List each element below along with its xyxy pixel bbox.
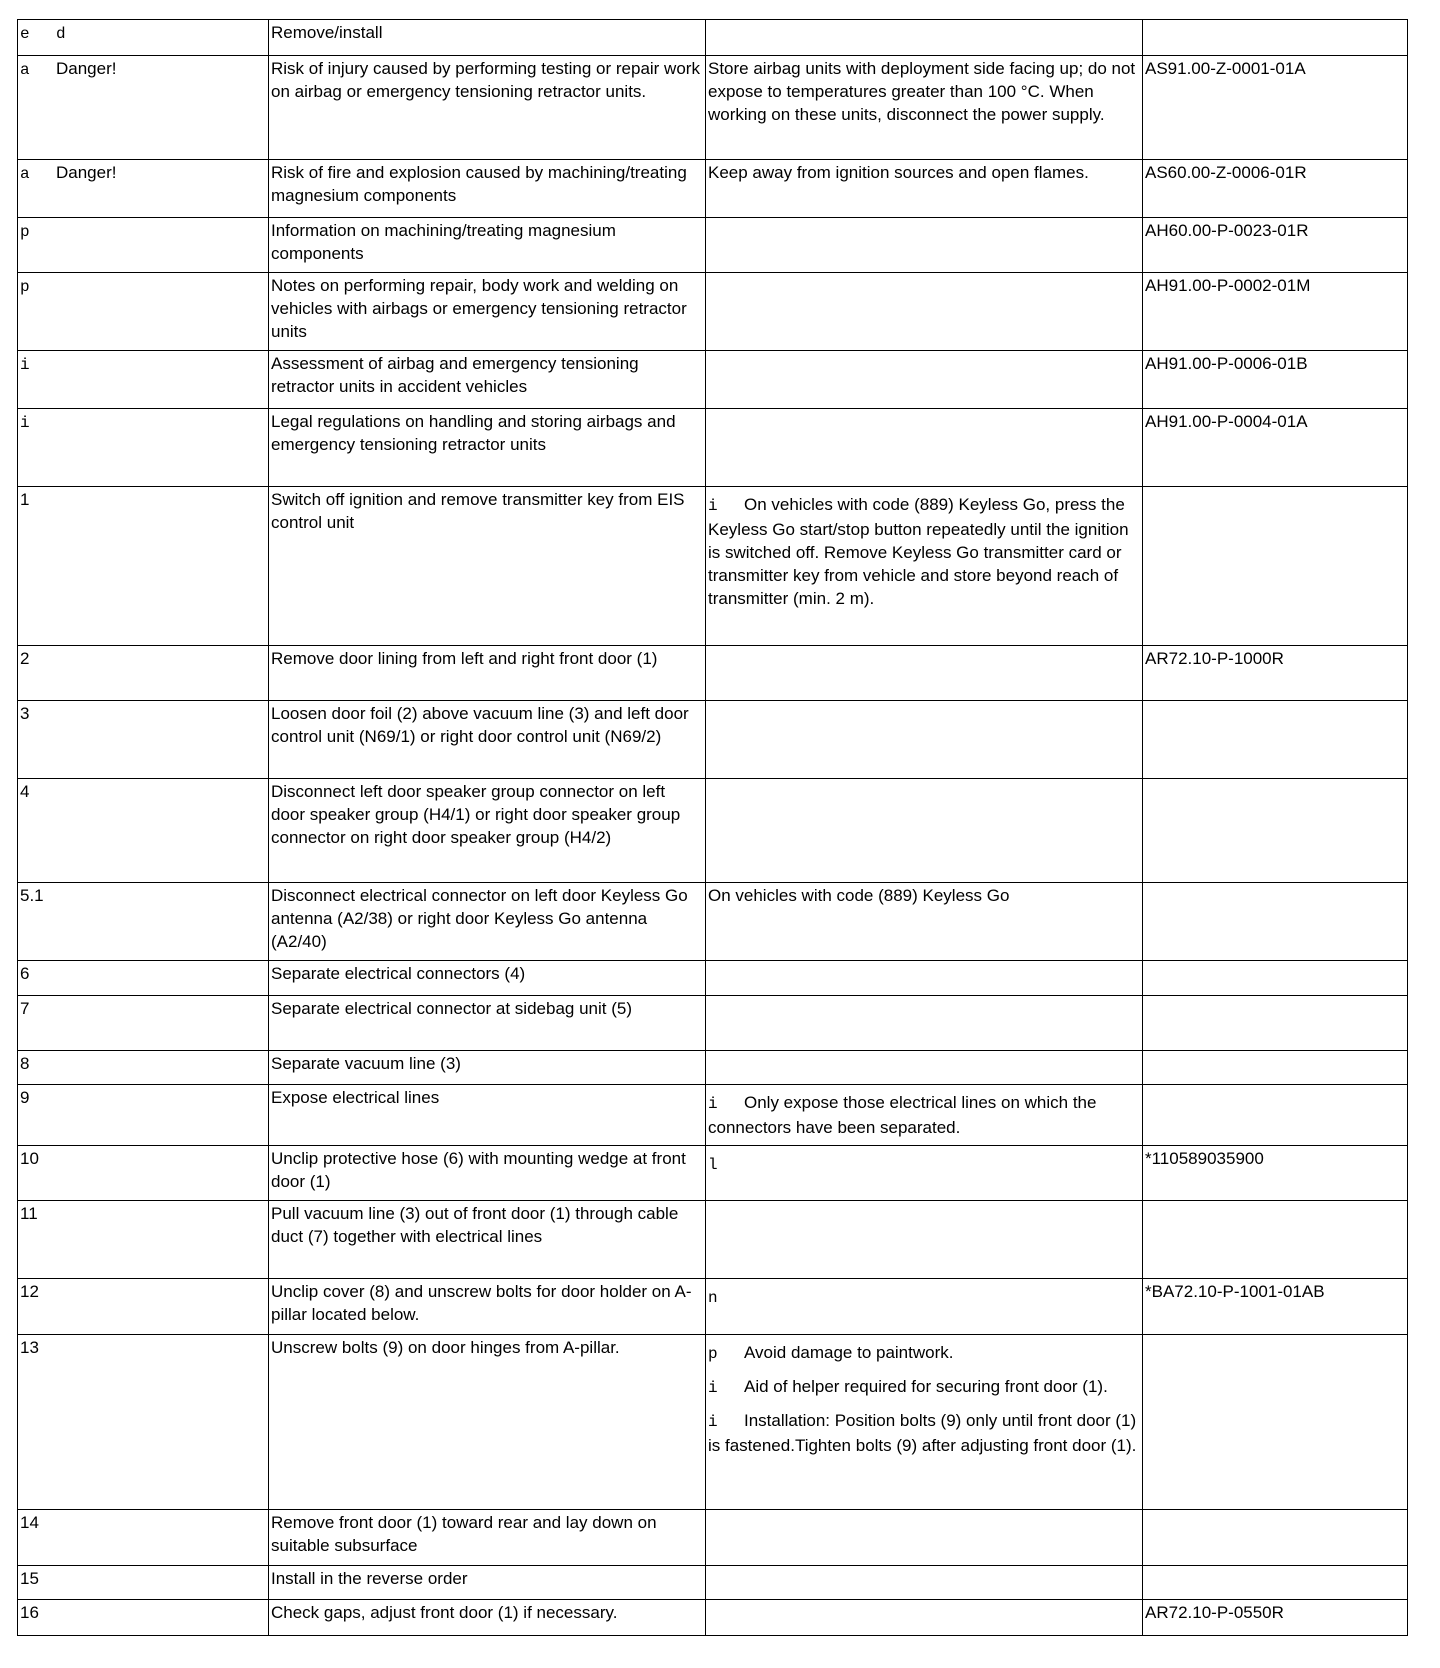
table-row [18,1510,1408,1566]
table-row [18,1600,1408,1636]
table-row [18,273,1408,351]
notes-cell [706,779,1143,883]
description-text: Unclip protective hose (6) with mounting wedge at front door (1) [271,1149,686,1191]
step-cell [18,701,269,779]
note-paragraph [708,1341,1140,1366]
step-cell [18,1566,269,1600]
notes-cell [706,1600,1143,1636]
table-row [18,996,1408,1051]
step-cell [18,996,269,1051]
step-label: 10 [20,1149,39,1168]
step-cell [18,273,269,351]
reference-code: AH91.00-P-0004-01A [1145,412,1308,431]
table-row [18,701,1408,779]
reference-code: *BA72.10-P-1001-01AB [1145,1282,1325,1301]
step-cell [18,487,269,646]
reference-cell [1143,56,1408,160]
reference-cell [1143,487,1408,646]
table-row [18,1051,1408,1085]
step-label: 9 [20,1088,30,1107]
note-symbol: a [20,61,30,79]
note-paragraph [708,1091,1140,1139]
note-symbol: p [20,278,30,296]
reference-code: AR72.10-P-1000R [1145,649,1284,668]
table-row [18,487,1408,646]
step-cell [18,1600,269,1636]
reference-cell [1143,883,1408,961]
step-cell [18,218,269,273]
table-row [18,351,1408,409]
reference-cell [1143,1335,1408,1510]
notes-cell [706,1510,1143,1566]
step-cell [18,1146,269,1201]
note-symbol: p [708,1345,718,1363]
reference-code: AR72.10-P-0550R [1145,1603,1284,1622]
table-row [18,409,1408,487]
description-text: Separate electrical connectors (4) [271,964,526,983]
description-cell [269,1510,706,1566]
table-row [18,1335,1408,1510]
step-label: 4 [20,782,30,801]
table-row [18,779,1408,883]
reference-cell [1143,218,1408,273]
description-cell [269,961,706,996]
step-cell [18,160,269,218]
notes-cell [706,646,1143,701]
note-symbol: i [708,1379,718,1397]
note-symbol: n [708,1289,718,1307]
note-text: Aid of helper required for securing front door (1). [744,1377,1108,1396]
notes-cell [706,351,1143,409]
step-cell [18,56,269,160]
reference-code: AS60.00-Z-0006-01R [1145,163,1307,182]
reference-code: *110589035900 [1145,1149,1264,1168]
note-symbol: i [20,414,30,432]
reference-cell [1143,779,1408,883]
step-label: 11 [20,1204,38,1223]
note-symbol: i [708,497,718,515]
description-cell [269,1201,706,1279]
notes-cell [706,1335,1143,1510]
description-text: Check gaps, adjust front door (1) if necessary. [271,1603,618,1622]
notes-cell [706,487,1143,646]
reference-cell [1143,961,1408,996]
note-text: On vehicles with code (889) Keyless Go, press the Keyless Go start/stop button repeatedly until the ignition is switched off. Remove Keyless Go transmitter card or transmitter key from vehicle and store beyond reach of transmitter (min. 2 m). [708,495,1129,608]
step-cell [18,351,269,409]
note-symbol: l [708,1156,718,1174]
description-text: Remove door lining from left and right front door (1) [271,649,658,668]
step-cell [18,1085,269,1146]
description-text: Disconnect electrical connector on left door Keyless Go antenna (A2/38) or right door Keyless Go antenna (A2/40) [271,886,688,951]
step-label: 6 [20,964,30,983]
reference-cell [1143,1146,1408,1201]
reference-cell [1143,409,1408,487]
note-text: Store airbag units with deployment side facing up; do not expose to temperatures greater than 100 °C. When working on these units, disconnect the power supply. [708,59,1136,124]
description-cell [269,56,706,160]
description-cell [269,779,706,883]
notes-cell [706,1566,1143,1600]
description-text: Unclip cover (8) and unscrew bolts for door holder on A-pillar located below. [271,1282,692,1324]
note-paragraph [708,884,1140,907]
description-text: Remove/install [271,23,383,42]
reference-cell [1143,20,1408,56]
step-cell [18,409,269,487]
note-paragraph [708,1152,1140,1177]
description-cell [269,646,706,701]
step-cell [18,20,269,56]
description-text: Disconnect left door speaker group connector on left door speaker group (H4/1) or right door speaker group connector on right door speaker group (H4/2) [271,782,681,847]
note-text: Only expose those electrical lines on which the connectors have been separated. [708,1093,1097,1137]
description-cell [269,701,706,779]
table-row [18,1146,1408,1201]
description-text: Notes on performing repair, body work and welding on vehicles with airbags or emergency tensioning retractor units [271,276,687,341]
reference-cell [1143,273,1408,351]
description-text: Assessment of airbag and emergency tensioning retractor units in accident vehicles [271,354,639,396]
note-text: Avoid damage to paintwork. [744,1343,954,1362]
table-row [18,160,1408,218]
table-row [18,1279,1408,1335]
description-cell [269,883,706,961]
description-cell [269,160,706,218]
description-cell [269,409,706,487]
description-cell [269,1051,706,1085]
note-paragraph [708,1409,1140,1457]
table-row [18,20,1408,56]
notes-cell [706,1085,1143,1146]
step-label: 15 [20,1569,39,1588]
reference-cell [1143,1051,1408,1085]
reference-cell [1143,996,1408,1051]
description-text: Information on machining/treating magnesium components [271,221,616,263]
description-text: Legal regulations on handling and storing airbags and emergency tensioning retractor units [271,412,676,454]
description-text: Separate vacuum line (3) [271,1054,461,1073]
table-row [18,646,1408,701]
description-cell [269,1146,706,1201]
note-text: On vehicles with code (889) Keyless Go [708,886,1010,905]
step-label: 7 [20,999,30,1018]
description-text: Separate electrical connector at sidebag unit (5) [271,999,632,1018]
description-cell [269,487,706,646]
description-cell [269,1335,706,1510]
procedure-table-body [18,20,1408,1636]
description-cell [269,273,706,351]
table-row [18,961,1408,996]
description-text: Pull vacuum line (3) out of front door (1) through cable duct (7) together with electrical lines [271,1204,679,1246]
step-label: 5.1 [20,886,44,905]
notes-cell [706,883,1143,961]
reference-cell [1143,1201,1408,1279]
step-label: 1 [20,490,30,509]
step-label: 12 [20,1282,39,1301]
note-symbol: e [20,25,30,43]
description-cell [269,1566,706,1600]
notes-cell [706,409,1143,487]
step-label: 2 [20,649,30,668]
notes-cell [706,20,1143,56]
notes-cell [706,1146,1143,1201]
notes-cell [706,1201,1143,1279]
step-cell [18,779,269,883]
reference-cell [1143,701,1408,779]
description-text: Install in the reverse order [271,1569,468,1588]
reference-cell [1143,160,1408,218]
description-cell [269,996,706,1051]
reference-cell [1143,1279,1408,1335]
step-label: 8 [20,1054,30,1073]
step-cell [18,1051,269,1085]
note-text: Installation: Position bolts (9) only until front door (1) is fastened.Tighten bolts (9) after adjusting front door (1). [708,1411,1137,1455]
notes-cell [706,160,1143,218]
step-cell [18,1335,269,1510]
note-symbol: i [708,1095,718,1113]
notes-cell [706,1051,1143,1085]
description-cell [269,351,706,409]
description-cell [269,1600,706,1636]
description-text: Expose electrical lines [271,1088,440,1107]
note-text: Keep away from ignition sources and open flames. [708,163,1089,182]
step-label: 3 [20,704,30,723]
step-cell [18,646,269,701]
step-cell [18,1279,269,1335]
description-cell [269,218,706,273]
notes-cell [706,996,1143,1051]
reference-cell [1143,1600,1408,1636]
notes-cell [706,961,1143,996]
reference-cell [1143,351,1408,409]
notes-cell [706,218,1143,273]
table-row [18,883,1408,961]
procedure-table [17,19,1408,1636]
table-row [18,1201,1408,1279]
description-text: Unscrew bolts (9) on door hinges from A-pillar. [271,1338,620,1357]
description-text: Risk of injury caused by performing testing or repair work on airbag or emergency tensioning retractor units. [271,59,700,101]
table-row [18,218,1408,273]
reference-cell [1143,1510,1408,1566]
note-symbol: a [20,165,30,183]
reference-code: AH60.00-P-0023-01R [1145,221,1309,240]
description-cell [269,1085,706,1146]
description-cell [269,1279,706,1335]
note-symbol: i [708,1413,718,1431]
step-cell [18,1510,269,1566]
reference-cell [1143,1566,1408,1600]
reference-cell [1143,1085,1408,1146]
table-row [18,1566,1408,1600]
note-paragraph [708,493,1140,610]
reference-cell [1143,646,1408,701]
step-label: d [56,25,66,43]
reference-code: AH91.00-P-0002-01M [1145,276,1311,295]
step-label: 14 [20,1513,39,1532]
description-text: Remove front door (1) toward rear and lay down on suitable subsurface [271,1513,657,1555]
table-row [18,56,1408,160]
note-paragraph [708,1375,1140,1400]
table-row [18,1085,1408,1146]
note-paragraph [708,1285,1140,1310]
notes-cell [706,56,1143,160]
reference-code: AH91.00-P-0006-01B [1145,354,1308,373]
note-paragraph [708,57,1140,126]
step-cell [18,1201,269,1279]
description-text: Switch off ignition and remove transmitter key from EIS control unit [271,490,685,532]
note-paragraph [708,161,1140,184]
description-cell [269,20,706,56]
step-label: Danger! [56,59,117,78]
notes-cell [706,1279,1143,1335]
notes-cell [706,701,1143,779]
step-label: 16 [20,1603,39,1622]
note-symbol: p [20,223,30,241]
notes-cell [706,273,1143,351]
step-label: 13 [20,1338,39,1357]
reference-code: AS91.00-Z-0001-01A [1145,59,1306,78]
description-text: Risk of fire and explosion caused by machining/treating magnesium components [271,163,687,205]
note-symbol: i [20,356,30,374]
step-cell [18,961,269,996]
step-cell [18,883,269,961]
step-label: Danger! [56,163,117,182]
description-text: Loosen door foil (2) above vacuum line (3) and left door control unit (N69/1) or right door control unit (N69/2) [271,704,689,746]
